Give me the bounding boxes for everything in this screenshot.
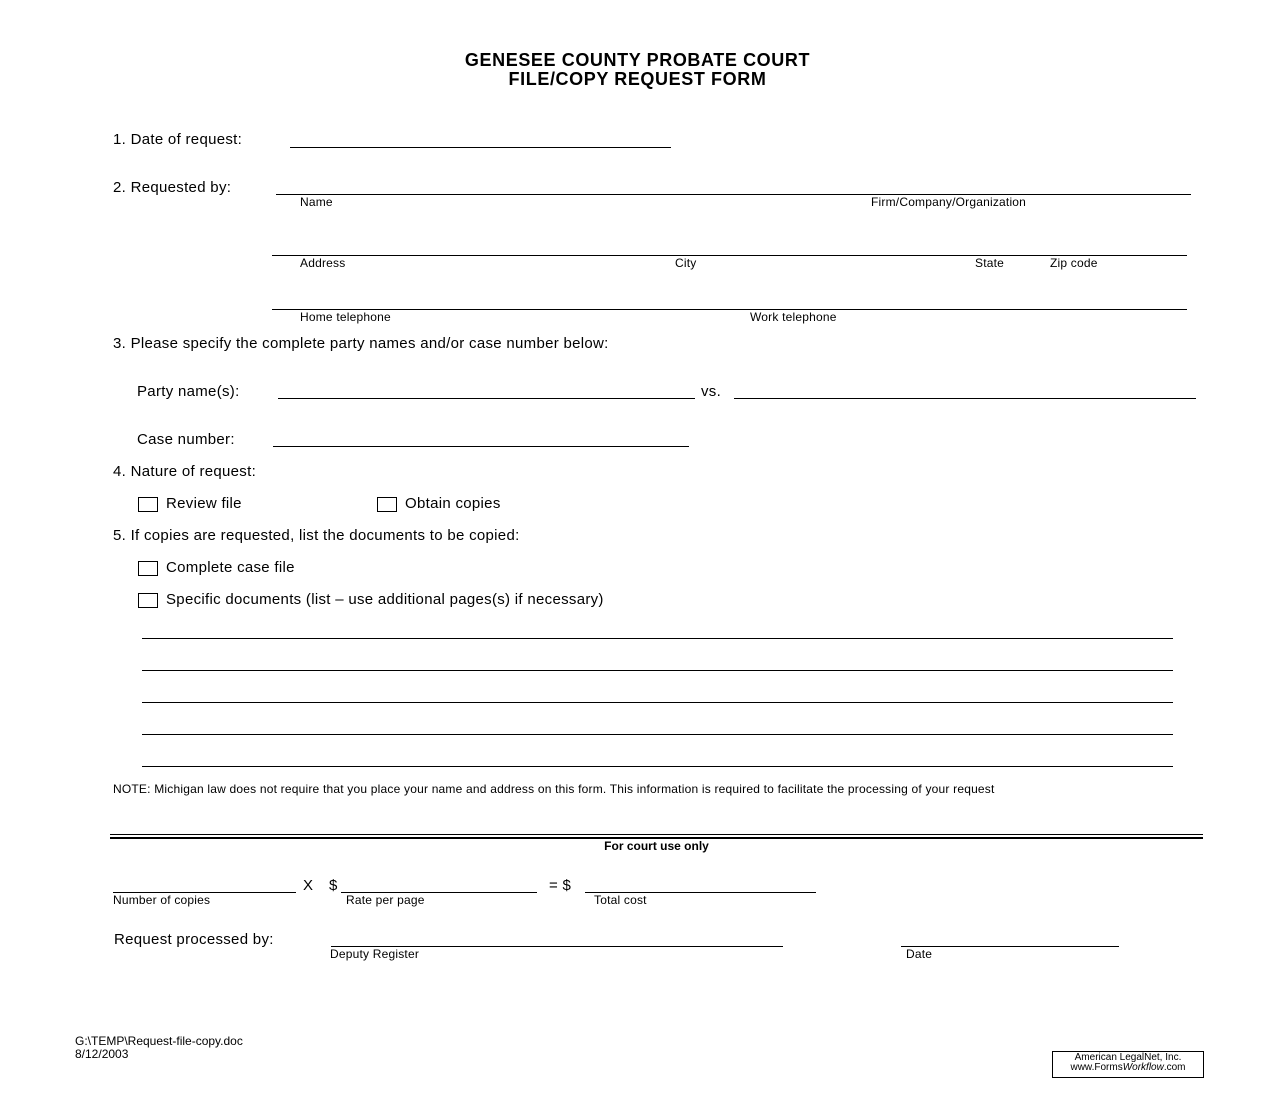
- versus-label: vs.: [701, 383, 722, 400]
- state-label: State: [975, 256, 1005, 270]
- case-number-label: Case number:: [137, 431, 235, 448]
- specific-documents-checkbox[interactable]: [138, 593, 158, 608]
- form-title-type: FILE/COPY REQUEST FORM: [508, 69, 767, 89]
- document-list-line[interactable]: [142, 670, 1173, 671]
- document-list-line[interactable]: [142, 734, 1173, 735]
- section-divider-top: [110, 834, 1203, 835]
- party-name-field-2[interactable]: [734, 398, 1196, 399]
- document-date: 8/12/2003: [75, 1047, 129, 1061]
- review-file-label: Review file: [166, 495, 242, 512]
- rate-per-page-label: Rate per page: [346, 893, 425, 907]
- total-cost-label: Total cost: [594, 893, 647, 907]
- date-of-request-field[interactable]: [290, 147, 671, 148]
- processed-date-field[interactable]: [901, 946, 1119, 947]
- name-firm-field[interactable]: [276, 194, 1191, 195]
- obtain-copies-label: Obtain copies: [405, 495, 501, 512]
- complete-case-file-checkbox[interactable]: [138, 561, 158, 576]
- name-label: Name: [300, 195, 333, 209]
- review-file-checkbox[interactable]: [138, 497, 158, 512]
- deputy-register-label: Deputy Register: [330, 947, 420, 961]
- document-list-line[interactable]: [142, 766, 1173, 767]
- publisher-stamp: [1052, 1051, 1204, 1078]
- date-of-request-label: 1. Date of request:: [113, 131, 243, 148]
- address-label: Address: [300, 256, 346, 270]
- number-of-copies-label: Number of copies: [113, 893, 211, 907]
- publisher-website-brand: Workflow: [1122, 1062, 1164, 1073]
- requested-by-label: 2. Requested by:: [113, 179, 232, 196]
- nature-of-request-heading: 4. Nature of request:: [113, 463, 257, 480]
- publisher-website-suffix: .com: [1163, 1062, 1186, 1073]
- complete-case-file-label: Complete case file: [166, 559, 295, 576]
- zip-label: Zip code: [1050, 256, 1098, 270]
- specify-parties-heading: 3. Please specify the complete party names and/or case number below:: [113, 335, 609, 352]
- form-title-court: GENESEE COUNTY PROBATE COURT: [464, 50, 811, 70]
- publisher-website-prefix: www.Forms: [1070, 1062, 1123, 1073]
- party-names-label: Party name(s):: [137, 383, 240, 400]
- work-telephone-label: Work telephone: [750, 310, 837, 324]
- request-processed-by-label: Request processed by:: [114, 931, 274, 948]
- times-sign: X: [303, 877, 314, 894]
- case-number-field[interactable]: [273, 446, 689, 447]
- court-use-heading: For court use only: [604, 839, 709, 853]
- document-list-line[interactable]: [142, 702, 1173, 703]
- publisher-website: [1053, 1063, 1203, 1073]
- specific-documents-label: Specific documents (list – use additional pages(s) if necessary): [166, 591, 604, 608]
- publisher-name: American LegalNet, Inc.: [1074, 1052, 1182, 1063]
- equals-dollar-sign: = $: [549, 877, 572, 894]
- obtain-copies-checkbox[interactable]: [377, 497, 397, 512]
- telephone-field[interactable]: [272, 309, 1187, 310]
- dollar-sign: $: [329, 877, 338, 894]
- document-list-line[interactable]: [142, 638, 1173, 639]
- documents-to-copy-heading: 5. If copies are requested, list the documents to be copied:: [113, 527, 520, 544]
- privacy-note: NOTE: Michigan law does not require that you place your name and address on this form. This information is required to facilitate the processing of your request: [113, 782, 995, 796]
- home-telephone-label: Home telephone: [300, 310, 391, 324]
- city-label: City: [675, 256, 697, 270]
- party-name-field-1[interactable]: [278, 398, 695, 399]
- firm-label: Firm/Company/Organization: [871, 195, 1027, 209]
- document-path: G:\TEMP\Request-file-copy.doc: [75, 1034, 243, 1048]
- processed-date-label: Date: [906, 947, 933, 961]
